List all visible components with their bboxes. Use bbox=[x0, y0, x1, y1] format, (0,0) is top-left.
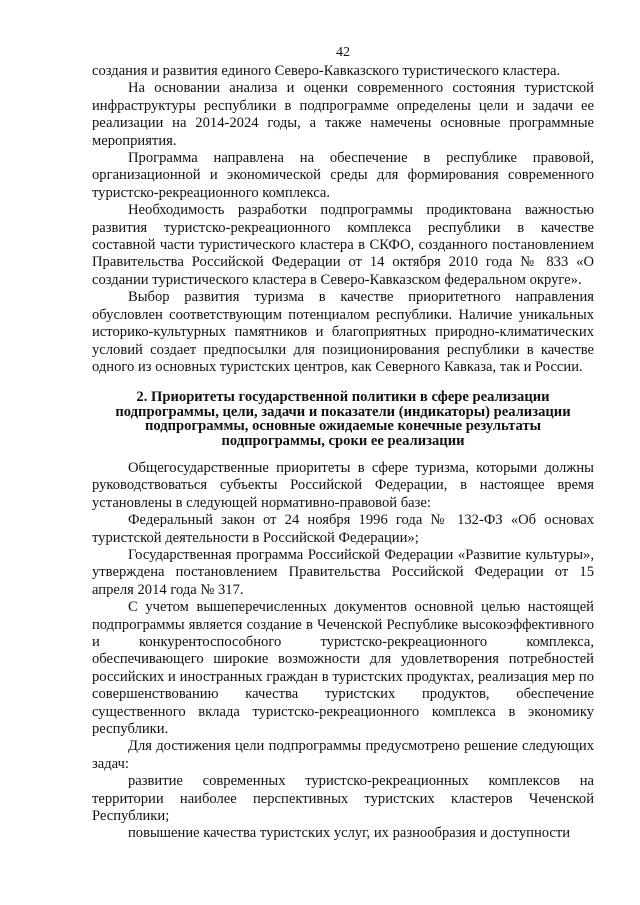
paragraph: На основании анализа и оценки современного состояния туристской инфраструктуры республики в подпрограмме определены цели и задачи ее реализации на 2014-2024 годы, а также намечены основные программные мероприятия. bbox=[92, 80, 594, 149]
paragraph: Необходимость разработки подпрограммы продиктована важностью развития туристско-рекреационного комплекса республики в качестве составной части туристического кластера в СКФО, созданного постановлением Правительства Российской Федерации от 14 октября 2010 года № 833 «О создании туристического кластера в Северо-Кавказском федеральном округе». bbox=[92, 202, 594, 288]
paragraph: Программа направлена на обеспечение в республике правовой, организационной и экономической среды для формирования современного туристско-рекреационного комплекса. bbox=[92, 150, 594, 201]
paragraph: создания и развития единого Северо-Кавказского туристического кластера. bbox=[92, 63, 561, 79]
paragraph: С учетом вышеперечисленных документов основной целью настоящей подпрограммы является создание в Чеченской Республике высокоэффективного и конкурентоспособного туристско-рекреационного комплекса, обеспечивающего широкие возможности для удовлетворения потребностей российских и иностранных граждан в туристских продуктах, реализация мер по совершенствованию качества туристских продуктов, обеспечение существенного вклада туристско-рекреационного комплекса в экономику республики. bbox=[92, 599, 594, 738]
paragraphs-after-heading bbox=[92, 460, 594, 843]
section-heading: 2. Приоритеты государственной политики в сфере реализации подпрограммы, цели, задачи и показатели (индикаторы) реализации подпрограммы, основные ожидаемые конечные результаты подпрограммы, сроки ее реализации bbox=[115, 389, 571, 449]
page-number: 42 bbox=[336, 45, 350, 60]
paragraph: Выбор развития туризма в качестве приоритетного направления обусловлен соответствующим потенциалом республики. Наличие уникальных историко-культурных памятников и благоприятных природно-климатических условий создает предпосылки для позиционирования республики в качестве одного из основных туристских центров, как Северного Кавказа, так и России. bbox=[92, 289, 594, 375]
paragraph: Для достижения цели подпрограммы предусмотрено решение следующих задач: bbox=[92, 738, 594, 772]
paragraph: повышение качества туристских услуг, их разнообразия и доступности bbox=[128, 825, 571, 842]
paragraph: Общегосударственные приоритеты в сфере туризма, которыми должны руководствоваться субъекты Российской Федерации, в настоящее время установлены в следующей нормативно-правовой базе: bbox=[92, 459, 594, 511]
paragraph: Федеральный закон от 24 ноября 1996 года № 132-ФЗ «Об основах туристской деятельности в Российской Федерации»; bbox=[92, 512, 594, 546]
paragraph: Государственная программа Российской Федерации «Развитие культуры», утверждена постановлением Правительства Российской Федерации от 15 апреля 2014 года № 317. bbox=[92, 546, 594, 598]
page-content bbox=[92, 63, 594, 843]
paragraphs-before-heading bbox=[92, 63, 594, 376]
paragraph: развитие современных туристско-рекреационных комплексов на территории наиболее перспективных туристских кластеров Чеченской Республики; bbox=[92, 773, 594, 825]
